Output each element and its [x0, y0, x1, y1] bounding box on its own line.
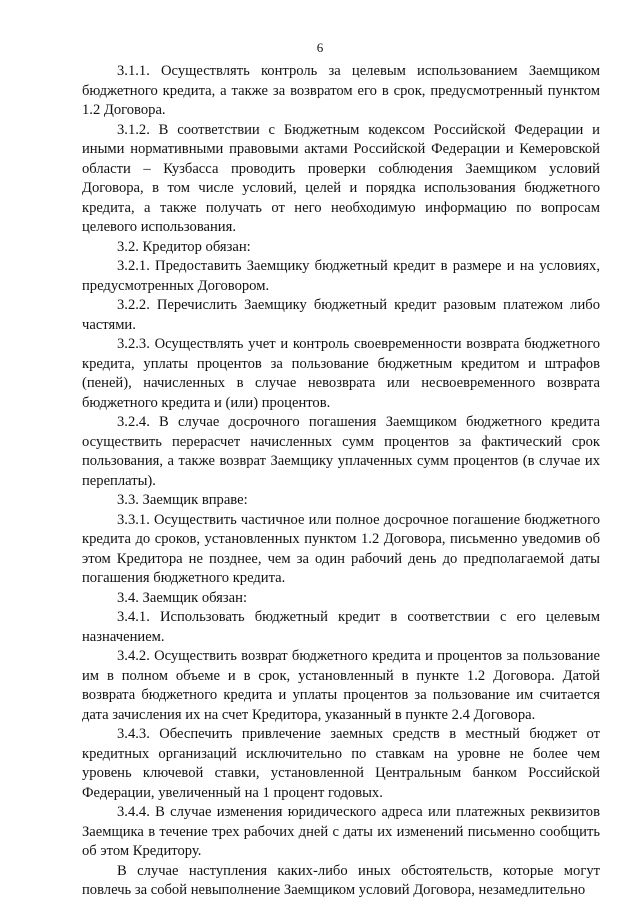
closing-paragraph: В случае наступления каких-либо иных обстоятельств, которые могут повлечь за собой невыполнение Заемщиком условий Договора, незамедлительно	[82, 862, 600, 898]
clause-3-3-1: 3.3.1. Осуществить частичное или полное досрочное погашение бюджетного кредита до сроков, установленных пунктом 1.2 Договора, письменно уведомив об этом Кредитора не позднее, чем за один рабочий день до предполагаемой даты погашения бюджетного кредита.	[82, 511, 600, 586]
document-body	[82, 62, 600, 901]
section-3-2-heading: 3.2. Кредитор обязан:	[117, 238, 251, 255]
clause-3-1-2: 3.1.2. В соответствии с Бюджетным кодексом Российской Федерации и иными нормативными правовыми актами Российской Федерации и Кемеровской области – Кузбасса проводить проверки соблюдения Заемщиком условий Договора, в том числе условий, целей и порядка использования бюджетного кредита, а также получать от него необходимую информацию по вопросам целевого использования.	[82, 121, 600, 235]
page-number: 6	[316, 40, 324, 55]
clause-3-2-4: 3.2.4. В случае досрочного погашения Заемщиком бюджетного кредита осуществить перерасчет начисленных сумм процентов за фактический срок пользования, а также возврат Заемщику уплаченных сумм процентов (в случае их переплаты).	[82, 414, 600, 489]
section-3-3-heading: 3.3. Заемщик вправе:	[117, 492, 248, 508]
clause-3-2-1: 3.2.1. Предоставить Заемщику бюджетный кредит в размере и на условиях, предусмотренных Договором.	[82, 258, 600, 294]
clause-3-2-3: 3.2.3. Осуществлять учет и контроль своевременности возврата бюджетного кредита, уплаты процентов за пользование бюджетным кредитом и штрафов (пеней), начисленных в случае невозврата или несвоевременного возврата бюджетного кредита и (или) процентов.	[82, 336, 600, 411]
clause-3-4-3: 3.4.3. Обеспечить привлечение заемных средств в местный бюджет от кредитных организаций исключительно по ставкам на уровне не более чем уровень ключевой ставки, установленной Центральным банком Российской Федерации, увеличенный на 1 процент годовых.	[82, 726, 600, 801]
clause-3-4-2: 3.4.2. Осуществить возврат бюджетного кредита и процентов за пользование им в полном объеме и в срок, установленный в пункте 1.2 Договора. Датой возврата бюджетного кредита и уплаты процентов за пользование им считается дата зачисления их на счет Кредитора, указанный в пункте 2.4 Договора.	[82, 648, 600, 723]
clause-3-2-2: 3.2.2. Перечислить Заемщику бюджетный кредит разовым платежом либо частями.	[82, 297, 600, 333]
clause-3-4-1: 3.4.1. Использовать бюджетный кредит в соответствии с его целевым назначением.	[82, 609, 600, 645]
section-3-4-heading: 3.4. Заемщик обязан:	[117, 589, 248, 606]
clause-3-1-1: 3.1.1. Осуществлять контроль за целевым использованием Заемщиком бюджетного кредита, а также за возвратом его в срок, предусмотренный пунктом 1.2 Договора.	[82, 63, 600, 118]
clause-3-4-4: 3.4.4. В случае изменения юридического адреса или платежных реквизитов Заемщика в течение трех рабочих дней с даты их изменений письменно сообщить об этом Кредитору.	[82, 804, 600, 859]
